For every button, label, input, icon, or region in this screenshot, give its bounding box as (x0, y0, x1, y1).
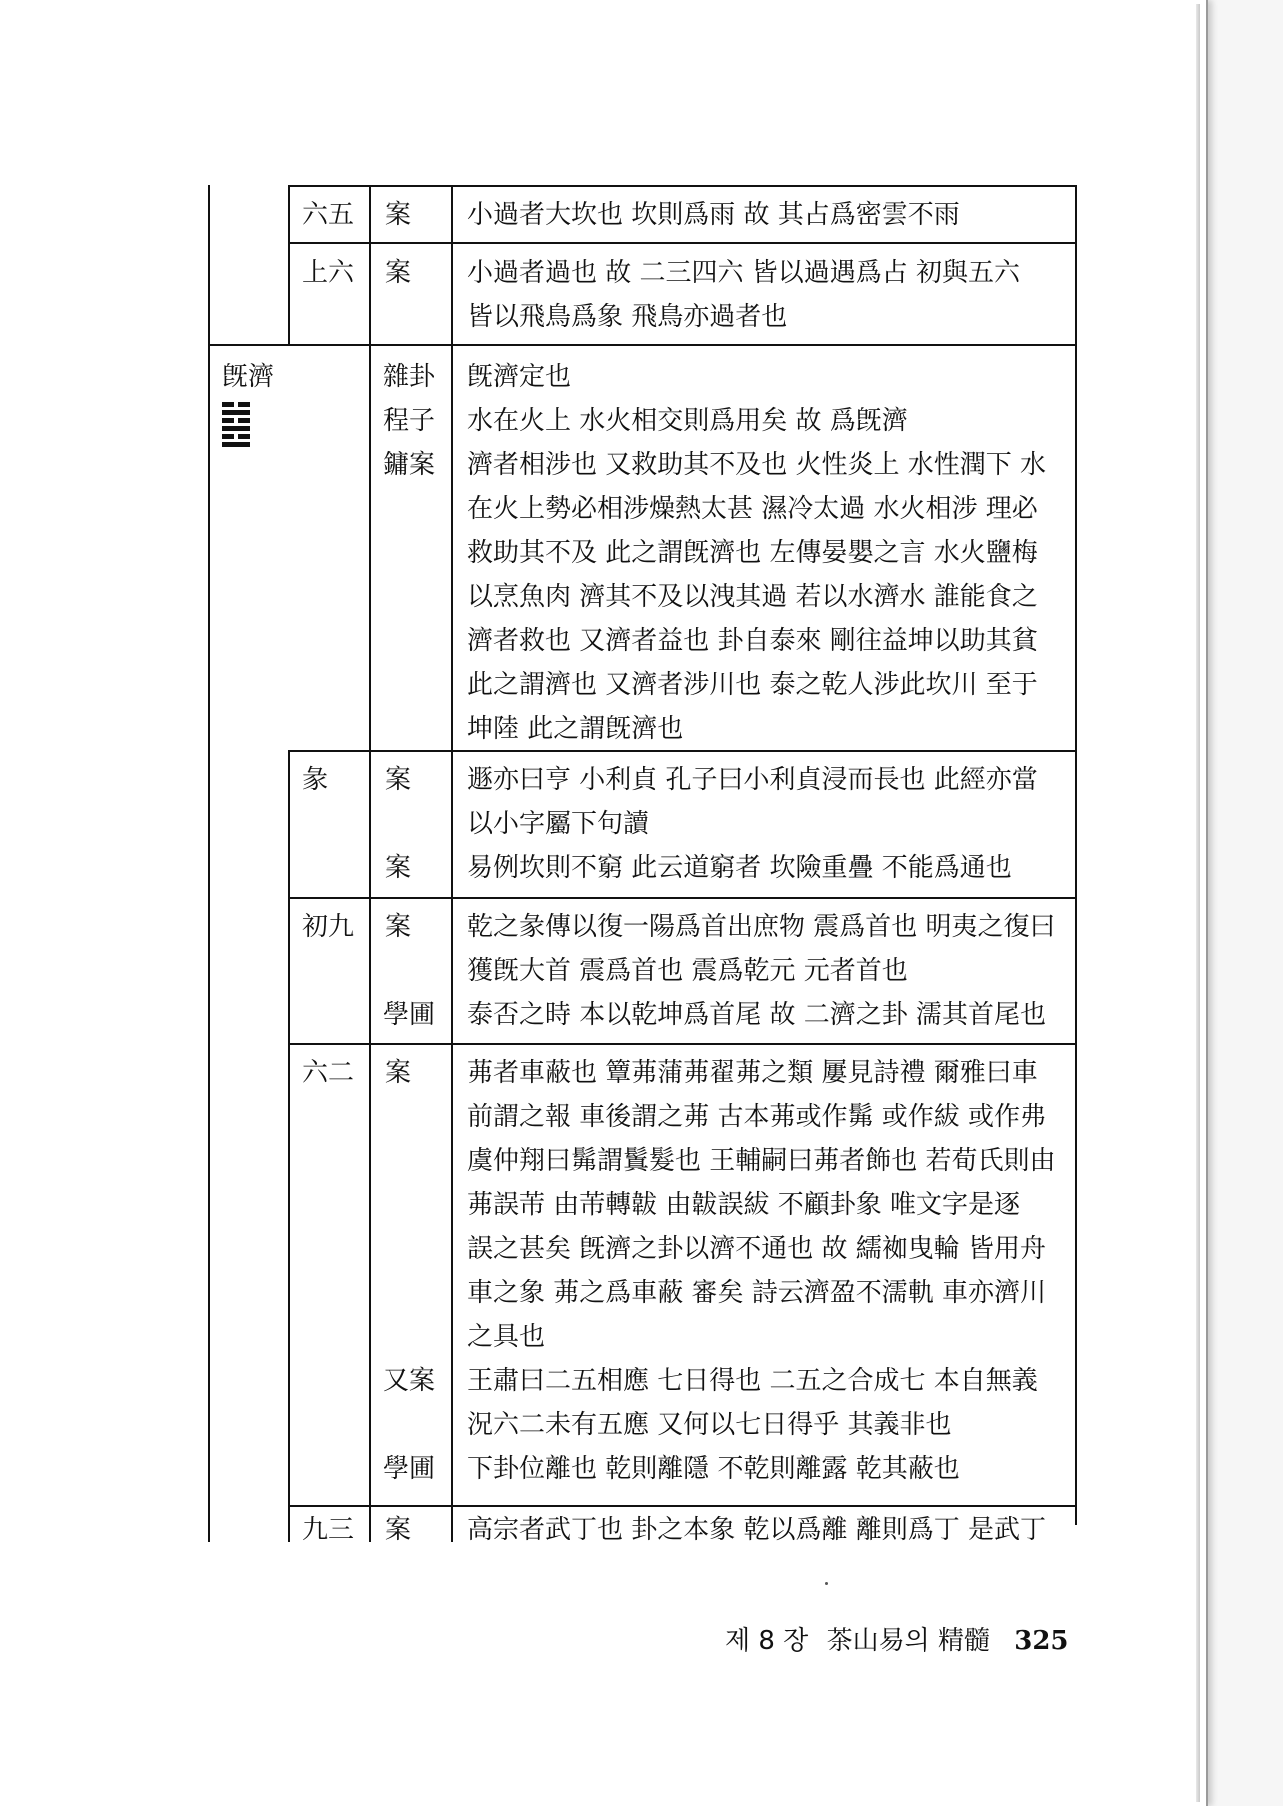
commentary-text: 前謂之報 車後謂之茀 古本茀或作髴 或作紱 或作弗 (467, 1102, 1047, 1132)
commentary-text: 救助其不及 此之謂旣濟也 左傳晏嬰之言 水火鹽梅 (467, 538, 1038, 568)
commentary-text: 虞仲翔曰髴謂鬒髮也 王輔嗣曰茀者飾也 若荀氏則由 (467, 1146, 1056, 1176)
source-label: 程子 (383, 406, 436, 436)
commentary-text: 皆以飛鳥爲象 飛鳥亦過者也 (467, 302, 788, 332)
commentary-text: 此之謂濟也 又濟者涉川也 泰之乾人涉此坎川 至于 (467, 670, 1038, 700)
commentary-text: 誤之甚矣 旣濟之卦以濟不通也 故 繻袽曳輪 皆用舟 (467, 1234, 1047, 1264)
source-label: 學圃 (383, 1454, 436, 1484)
commentary-text: 遯亦曰亨 小利貞 孔子曰小利貞浸而長也 此經亦當 (467, 765, 1038, 795)
source-label: 學圃 (383, 1000, 436, 1030)
commentary-text: 水在火上 水火相交則爲用矣 故 爲旣濟 (467, 406, 908, 436)
table-left-border (208, 185, 210, 1542)
commentary-text: 濟者相涉也 又救助其不及也 火性炎上 水性潤下 水 (467, 450, 1047, 480)
source-label: 案 (385, 258, 412, 288)
commentary-text: 在火上勢必相涉燥熱太甚 濕冷太過 水火相涉 理必 (467, 494, 1038, 524)
row-line (288, 1043, 1077, 1045)
page-footer (725, 1620, 1069, 1657)
source-label: 雜卦 (383, 362, 436, 392)
commentary-text: 乾之彖傳以復一陽爲首出庶物 震爲首也 明夷之復曰 (467, 912, 1056, 942)
col-divider-line (288, 185, 290, 345)
commentary-text: 旣濟定也 (467, 362, 572, 392)
commentary-text: 茀者車蔽也 簟茀蒲茀翟茀之類 屢見詩禮 爾雅曰車 (467, 1058, 1038, 1088)
page-number: 325 (1014, 1626, 1069, 1656)
commentary-text: 車之象 茀之爲車蔽 審矣 詩云濟盈不濡軌 車亦濟川 (467, 1278, 1047, 1308)
chapter-number: 제 8 장 (725, 1626, 809, 1656)
commentary-text: 以小字屬下句讀 (467, 809, 650, 839)
print-speck (825, 1582, 828, 1585)
commentary-text: 以烹魚肉 濟其不及以洩其過 若以水濟水 誰能食之 (467, 582, 1038, 612)
line-label: 彖 (302, 765, 329, 795)
commentary-text: 王肅曰二五相應 七日得也 二五之合成七 本自無義 (467, 1366, 1038, 1396)
source-label: 案 (385, 853, 412, 883)
commentary-text: 下卦位離也 乾則離隱 不乾則離露 乾其蔽也 (467, 1454, 960, 1484)
commentary-text: 小過者過也 故 二三四六 皆以過遇爲占 初與五六 (467, 258, 1021, 288)
source-label: 案 (385, 912, 412, 942)
col-divider-text (451, 185, 453, 1542)
source-label: 案 (385, 1058, 412, 1088)
commentary-text: 高宗者武丁也 卦之本象 乾以爲離 離則爲丁 是武丁 (467, 1515, 1047, 1545)
line-label: 九三 (302, 1515, 355, 1545)
chapter-title: 茶山易의 精髓 (826, 1626, 990, 1656)
line-label: 六二 (302, 1058, 355, 1088)
line-label: 上六 (302, 258, 355, 288)
row-line (288, 242, 1077, 244)
commentary-text: 濟者救也 又濟者益也 卦自泰來 剛往益坤以助其貧 (467, 626, 1038, 656)
line-label: 初九 (302, 912, 355, 942)
row-line (288, 1505, 1077, 1507)
col-divider-line (288, 750, 290, 1542)
hexagram-symbol-icon (222, 402, 250, 450)
commentary-text: 小過者大坎也 坎則爲雨 故 其占爲密雲不雨 (467, 200, 960, 230)
hexagram-name: 旣濟 (222, 362, 275, 392)
commentary-text: 之具也 (467, 1322, 546, 1352)
row-line (208, 344, 1077, 346)
commentary-text: 獲旣大首 震爲首也 震爲乾元 元者首也 (467, 956, 908, 986)
row-line (288, 185, 1077, 187)
col-divider-source (369, 185, 371, 1542)
line-label: 六五 (302, 200, 355, 230)
source-label: 案 (385, 200, 412, 230)
source-label: 案 (385, 765, 412, 795)
source-label: 案 (385, 1515, 412, 1545)
row-line (288, 897, 1077, 899)
commentary-text: 泰否之時 本以乾坤爲首尾 故 二濟之卦 濡其首尾也 (467, 1000, 1047, 1030)
commentary-text: 茀誤芾 由芾轉韍 由韍誤紱 不顧卦象 唯文字是逐 (467, 1190, 1021, 1220)
source-label: 鏞案 (383, 450, 436, 480)
commentary-text: 況六二未有五應 又何以七日得乎 其義非也 (467, 1410, 952, 1440)
source-label: 又案 (383, 1366, 436, 1396)
commentary-text: 易例坎則不窮 此云道窮者 坎險重疊 不能爲通也 (467, 853, 1012, 883)
commentary-text: 坤陸 此之謂旣濟也 (467, 714, 684, 744)
